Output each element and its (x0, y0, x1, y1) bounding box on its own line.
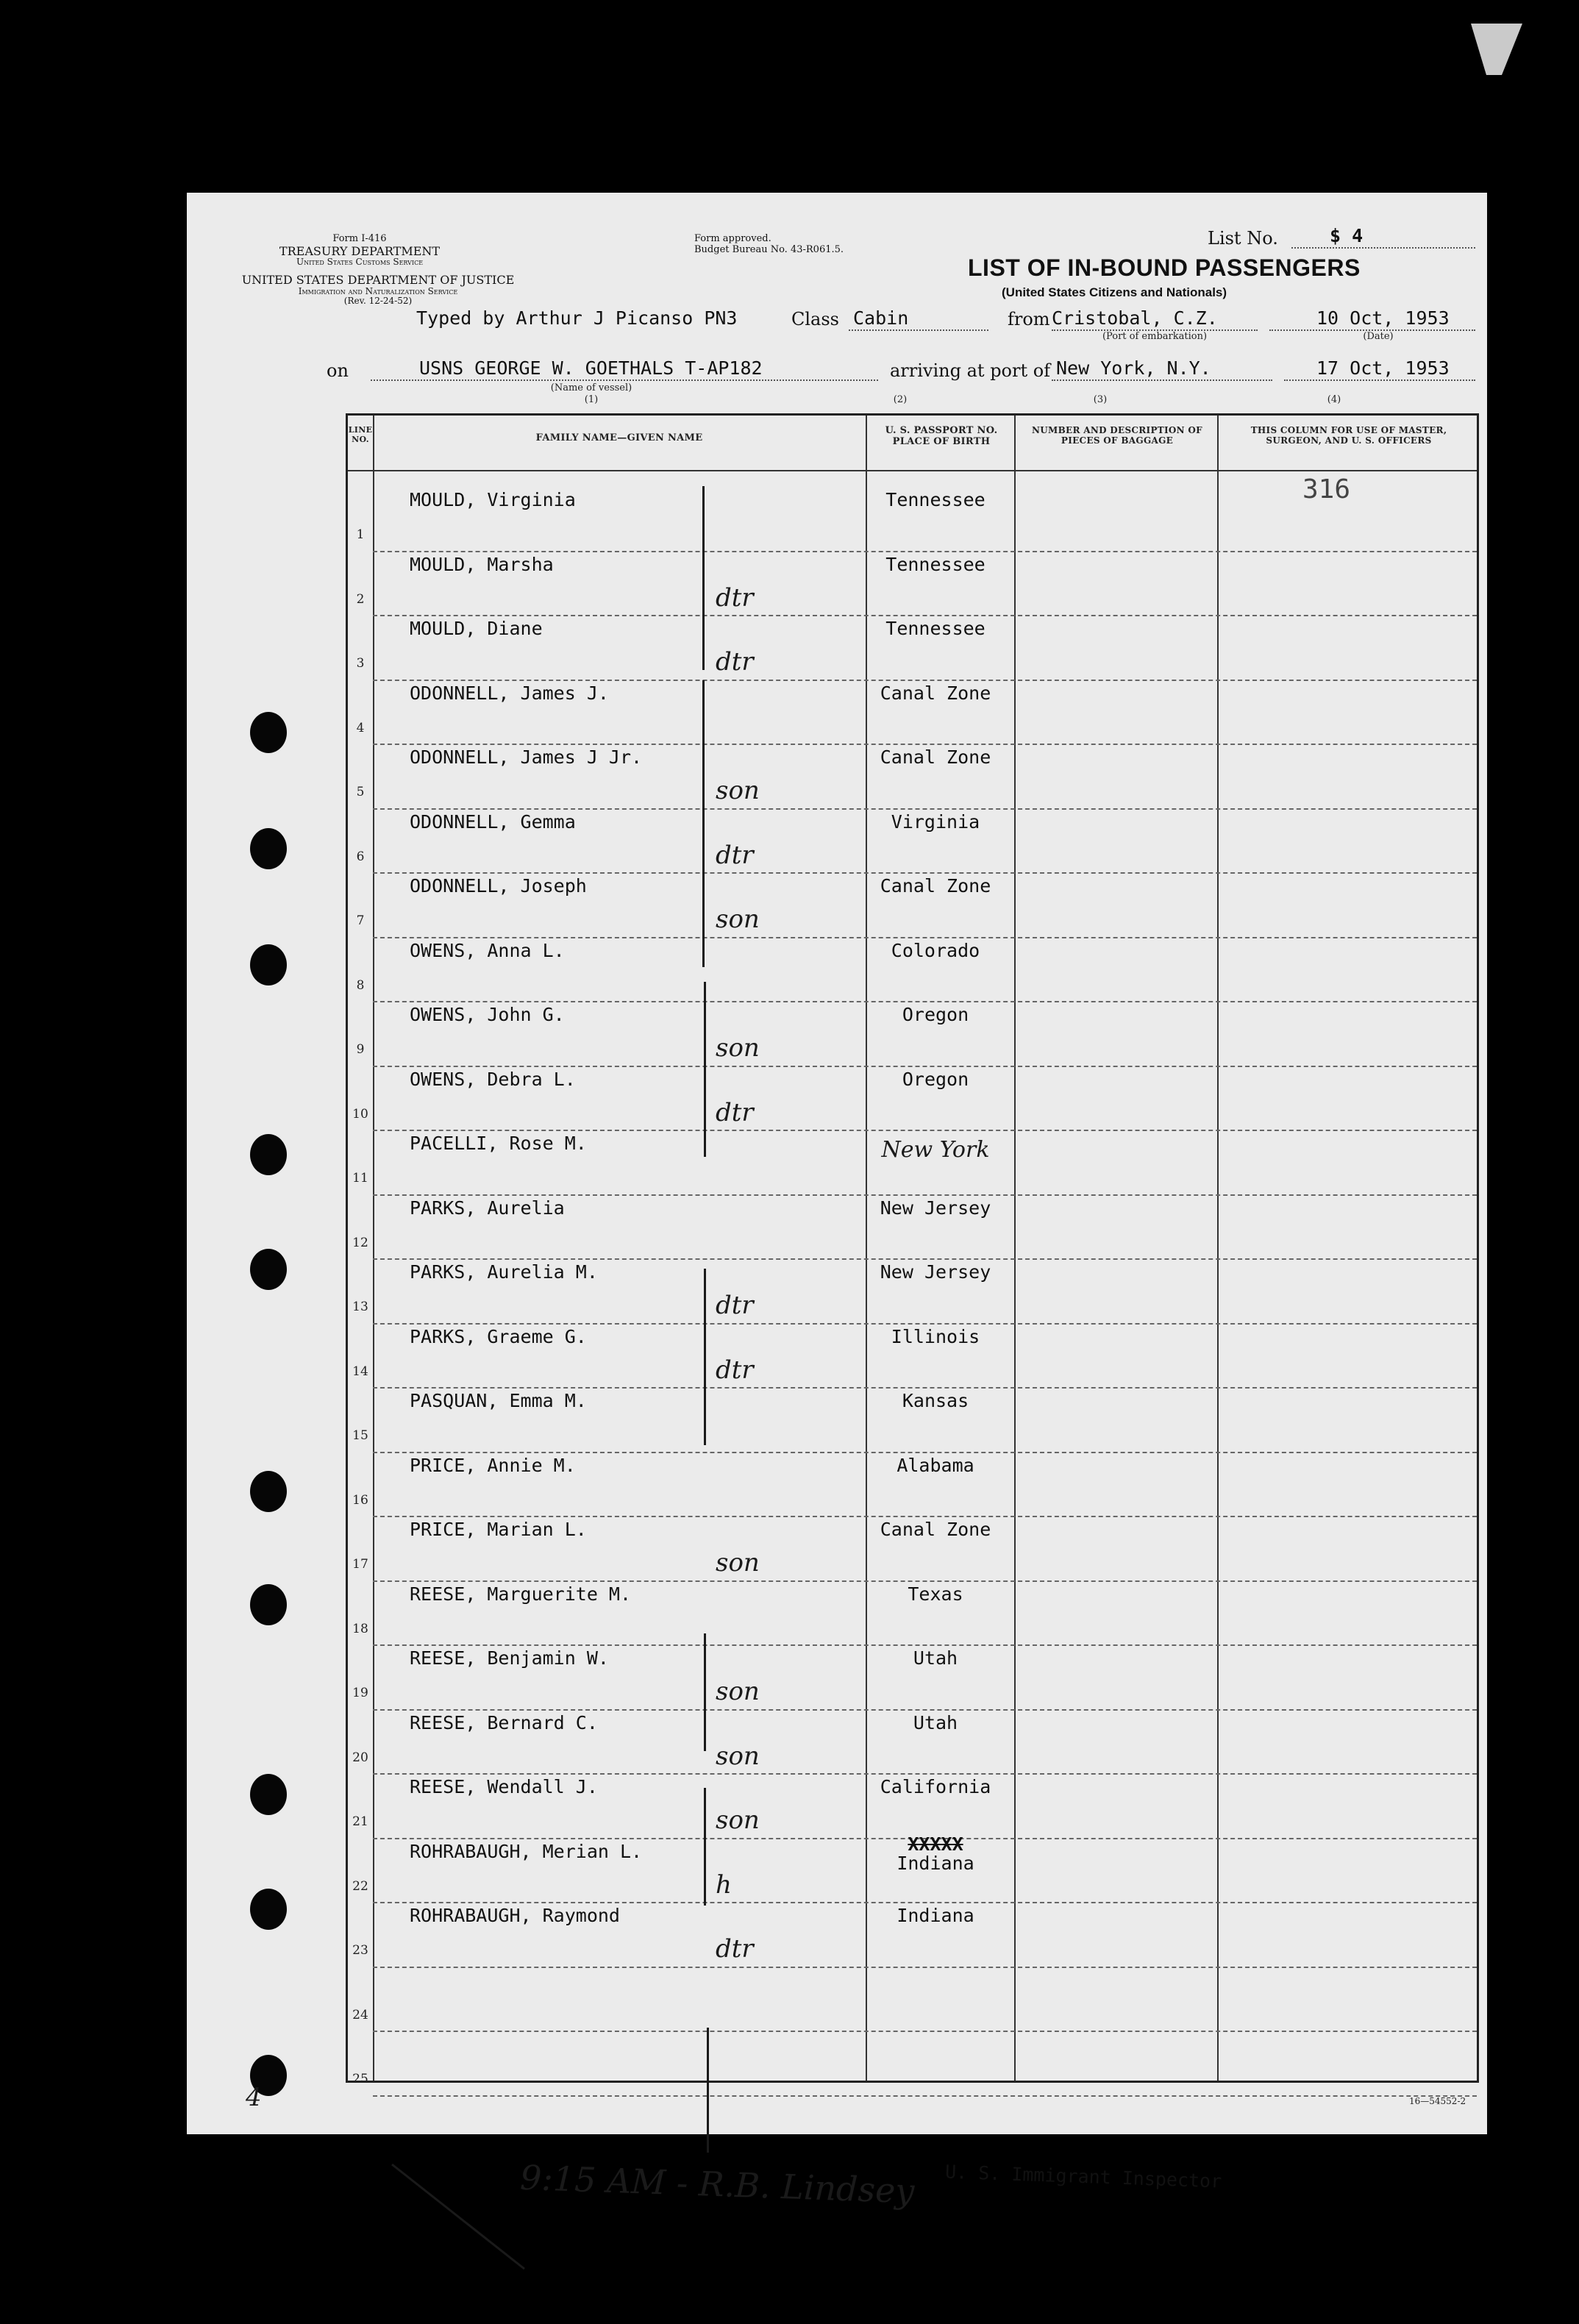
from-date: 10 Oct, 1953 (1316, 307, 1450, 329)
arrival-date-line (1284, 379, 1475, 381)
relationship-mark: son (716, 1806, 760, 1835)
budget-block (694, 234, 844, 255)
typed-by: Typed by Arthur J Picanso PN3 (416, 307, 738, 329)
place-of-birth: Oregon (902, 1068, 969, 1090)
passenger-name: PARKS, Graeme G. (410, 1325, 587, 1347)
row-divider (373, 1709, 1477, 1711)
divider-passport (1014, 416, 1016, 2081)
place-of-birth: New Jersey (880, 1261, 991, 1283)
place-of-birth: Illinois (891, 1325, 980, 1347)
family-bracket (704, 1788, 706, 1906)
print-code: 16—54552-2 (1409, 2096, 1466, 2106)
inspector-label: U. S. Immigrant Inspector (944, 2161, 1222, 2192)
place-of-birth: Tennessee (885, 618, 985, 639)
form-revision: (Rev. 12-24-52) (343, 296, 413, 307)
relationship-mark: son (716, 776, 760, 805)
place-of-birth: Texas (908, 1583, 963, 1605)
place-of-birth: New York (881, 1137, 990, 1163)
form-subtitle: (United States Citizens and Nationals) (1002, 285, 1227, 299)
family-bracket (702, 680, 705, 967)
line-number: 15 (352, 1428, 368, 1443)
arrival-date: 17 Oct, 1953 (1316, 357, 1450, 379)
punch-hole (250, 1774, 287, 1815)
col-num-2: (2) (893, 394, 908, 405)
line-number: 1 (356, 527, 365, 542)
place-of-birth: California (880, 1776, 991, 1797)
line-number: 16 (352, 1492, 368, 1508)
place-of-birth: New Jersey (880, 1197, 991, 1219)
inspector-handwritten: 9:15 AM - R.B. Lindsey (519, 2157, 916, 2211)
row-divider (373, 744, 1477, 745)
treasury-department: TREASURY DEPARTMENT (279, 243, 441, 258)
place-of-birth: Tennessee (885, 489, 985, 510)
relationship-mark: son (716, 905, 760, 934)
place-of-birth: Indiana (897, 1905, 974, 1926)
row-divider (373, 1773, 1477, 1775)
passenger-name: REESE, Bernard C. (410, 1711, 598, 1733)
place-of-birth: Canal Zone (880, 875, 991, 897)
line-number: 7 (356, 913, 365, 928)
line-number: 2 (356, 591, 365, 607)
row-divider (373, 1387, 1477, 1389)
from-date-caption: (Date) (1363, 331, 1394, 342)
passenger-name: PRICE, Marian L. (410, 1519, 587, 1540)
family-bracket (704, 982, 706, 1157)
row-divider (373, 1258, 1477, 1260)
relationship-mark: h (716, 1869, 732, 1900)
line-number: 14 (352, 1364, 368, 1379)
line-number: 6 (356, 849, 365, 864)
punch-hole (250, 1889, 287, 1930)
punch-hole (250, 1249, 287, 1290)
passenger-name: REESE, Wendall J. (410, 1776, 598, 1797)
from-port: Cristobal, C.Z. (1052, 307, 1218, 329)
punch-hole (250, 1471, 287, 1512)
vessel-name: USNS GEORGE W. GOETHALS T-AP182 (419, 357, 763, 379)
line-number: 4 (356, 720, 365, 735)
passenger-name: PACELLI, Rose M. (410, 1133, 587, 1154)
family-bracket (704, 1633, 706, 1751)
header-officers: THIS COLUMN FOR USE OF MASTER, SURGEON, AND U. S. OFFICERS (1250, 425, 1447, 446)
list-no-label: List No. (1208, 228, 1278, 249)
passenger-name: REESE, Benjamin W. (410, 1647, 609, 1669)
relationship-mark: dtr (716, 582, 754, 613)
row-divider (373, 2031, 1477, 2032)
line-number: 17 (352, 1557, 368, 1572)
relationship-mark: son (716, 1741, 760, 1771)
passenger-name: ODONNELL, James J. (410, 682, 609, 704)
header-line-no: LINE NO. (348, 425, 373, 444)
class-value: Cabin (853, 307, 909, 329)
place-of-birth: Canal Zone (880, 746, 991, 768)
row-divider (373, 615, 1477, 616)
relationship-mark: dtr (716, 1097, 754, 1127)
line-number: 21 (352, 1814, 368, 1829)
line-number: 5 (356, 785, 365, 799)
passenger-name: PARKS, Aurelia (410, 1197, 565, 1219)
line-number: 3 (356, 656, 365, 671)
header-baggage: NUMBER AND DESCRIPTION OF PIECES OF BAGGAGE (1031, 425, 1202, 446)
row-divider (373, 1967, 1477, 1968)
arrival-port: New York, N.Y. (1056, 357, 1211, 379)
inspector-mark (377, 2159, 539, 2276)
list-no-value: $ 4 (1330, 225, 1364, 246)
form-number: Form I-416 (332, 233, 387, 244)
place-of-birth: Utah (913, 1711, 958, 1733)
relationship-mark: dtr (716, 1291, 754, 1320)
passenger-name: MOULD, Virginia (410, 489, 576, 510)
divider-baggage (1217, 416, 1219, 2081)
birthplace-struck: XXXXX (908, 1833, 963, 1855)
line-number: 18 (352, 1621, 368, 1636)
from-label: from (1008, 309, 1050, 329)
row-divider (373, 1323, 1477, 1325)
divider-line-no (373, 416, 374, 2081)
row-divider (373, 1452, 1477, 1453)
relationship-mark: dtr (716, 1934, 754, 1964)
line-number: 13 (352, 1300, 368, 1314)
justice-block (209, 274, 547, 307)
line-number: 19 (352, 1686, 368, 1700)
passenger-name: PARKS, Aurelia M. (410, 1261, 598, 1283)
line-number: 20 (352, 1750, 368, 1765)
passenger-name: ROHRABAUGH, Merian L. (410, 1840, 643, 1862)
line-number: 8 (356, 977, 365, 993)
passenger-name: PASQUAN, Emma M. (410, 1390, 587, 1411)
budget-bureau: Budget Bureau No. 43-R061.5. (694, 243, 844, 255)
row-divider (373, 1580, 1477, 1582)
row-divider (373, 680, 1477, 681)
place-of-birth: Indiana (897, 1852, 974, 1874)
line-number: 10 (352, 1106, 368, 1122)
passenger-name: MOULD, Marsha (410, 553, 554, 575)
row-divider (373, 1644, 1477, 1646)
col-num-4: (4) (1327, 394, 1341, 405)
place-of-birth: Utah (913, 1647, 958, 1669)
line-number: 11 (352, 1171, 368, 1186)
passenger-name: ODONNELL, Joseph (410, 875, 587, 897)
punch-hole (250, 1134, 287, 1175)
line-number: 24 (352, 2007, 368, 2022)
from-caption: (Port of embarkation) (1102, 331, 1208, 342)
line-number: 9 (356, 1042, 365, 1057)
passenger-name: OWENS, Debra L. (410, 1068, 576, 1090)
family-bracket (702, 486, 705, 670)
punch-hole (250, 828, 287, 869)
form-approved: Form approved. (694, 233, 771, 244)
justice-department: UNITED STATES DEPARTMENT OF JUSTICE (241, 273, 515, 287)
family-bracket (707, 2028, 709, 2153)
relationship-mark: son (716, 1033, 760, 1063)
col-num-3: (3) (1093, 394, 1108, 405)
relationship-mark: son (716, 1677, 760, 1706)
family-bracket (704, 1269, 706, 1445)
relationship-mark: dtr (716, 840, 754, 870)
place-of-birth: Tennessee (885, 553, 985, 575)
relationship-mark: dtr (716, 1355, 754, 1385)
place-of-birth: Canal Zone (880, 1519, 991, 1540)
passenger-name: ROHRABAUGH, Raymond (410, 1905, 620, 1926)
arrival-port-line (1052, 379, 1272, 381)
passenger-name: ODONNELL, James J Jr. (410, 746, 643, 768)
relationship-mark: son (716, 1548, 760, 1578)
ins-service: Immigration and Naturalization Service (298, 285, 458, 296)
row-divider (373, 937, 1477, 938)
place-of-birth: Oregon (902, 1004, 969, 1025)
form-id-block (231, 234, 488, 268)
line-number: 23 (352, 1943, 368, 1958)
corner-mark (1471, 24, 1522, 75)
passenger-name: ODONNELL, Gemma (410, 810, 576, 833)
place-of-birth: Virginia (891, 810, 980, 833)
place-of-birth: Canal Zone (880, 682, 991, 704)
row-divider (373, 1130, 1477, 1131)
punch-hole (250, 1584, 287, 1625)
passenger-list-form (187, 193, 1487, 2211)
place-of-birth: Alabama (897, 1454, 974, 1476)
row-divider (373, 1194, 1477, 1196)
row-divider (373, 2095, 1477, 2097)
list-no-line (1291, 247, 1475, 249)
passenger-name: OWENS, Anna L. (410, 939, 565, 961)
vessel-line (371, 379, 878, 381)
row-divider (373, 551, 1477, 552)
row-divider (373, 1001, 1477, 1002)
line-number: 25 (352, 2072, 368, 2086)
place-of-birth: Kansas (902, 1390, 969, 1411)
row-divider (373, 1066, 1477, 1067)
punch-hole (250, 712, 287, 753)
place-of-birth: Colorado (891, 939, 980, 961)
vessel-caption: (Name of vessel) (550, 382, 632, 393)
header-passport: U. S. PASSPORT NO. PLACE OF BIRTH (885, 425, 998, 447)
row-divider (373, 1902, 1477, 1903)
header-name: FAMILY NAME—GIVEN NAME (535, 432, 703, 443)
passenger-name: PRICE, Annie M. (410, 1454, 576, 1476)
col-num-1: (1) (584, 394, 599, 405)
row-divider (373, 1516, 1477, 1517)
relationship-mark: dtr (716, 647, 754, 677)
arriving-label: arriving at port of (890, 360, 1051, 381)
passenger-name: REESE, Marguerite M. (410, 1583, 632, 1605)
class-line (849, 329, 988, 331)
on-label: on (327, 360, 349, 381)
form-title: LIST OF IN-BOUND PASSENGERS (968, 254, 1361, 281)
row-divider (373, 808, 1477, 810)
line-number: 22 (352, 1878, 368, 1894)
passenger-name: OWENS, John G. (410, 1004, 565, 1025)
margin-mark: 4 (246, 2083, 262, 2112)
passenger-name: MOULD, Diane (410, 618, 543, 639)
row-divider (373, 872, 1477, 874)
line-number: 12 (352, 1235, 368, 1250)
punch-hole (250, 944, 287, 985)
officer-note: 316 (1302, 474, 1351, 505)
customs-service: United States Customs Service (296, 257, 424, 268)
class-label: Class (791, 309, 839, 329)
divider-name (866, 416, 867, 2081)
